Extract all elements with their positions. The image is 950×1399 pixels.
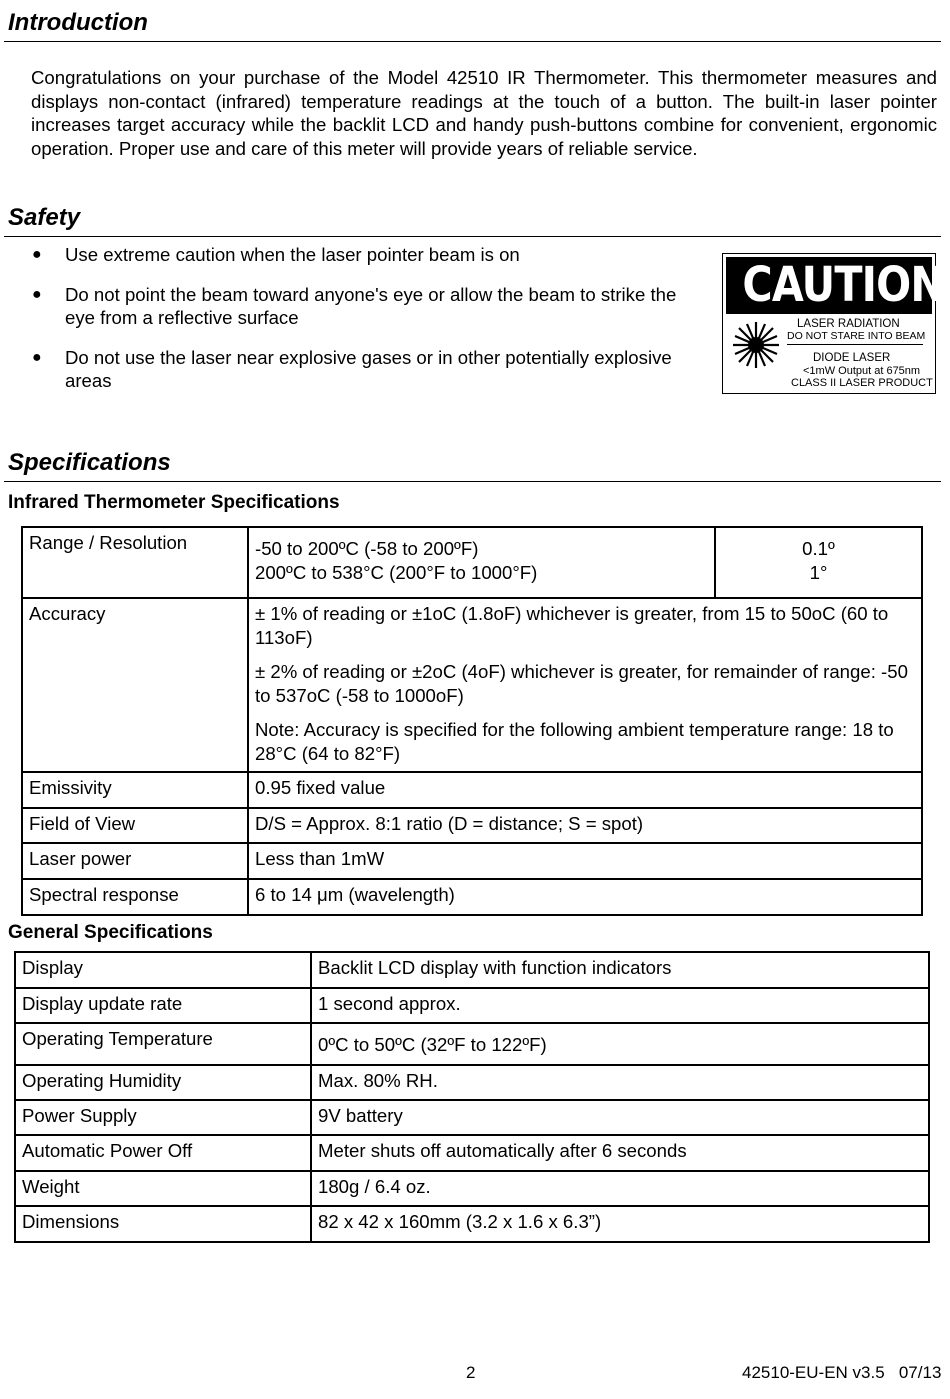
spec-value: 6 to 14 μm (wavelength) (247, 878, 923, 916)
safety-bullet (28, 346, 688, 393)
spec-value (247, 597, 923, 773)
label-line-4: <1mW Output at 675nm (803, 365, 921, 377)
spec-value: 0ºC to 50ºC (32ºF to 122ºF) (310, 1022, 930, 1066)
specifications-heading: Specifications (8, 449, 171, 476)
spec-value: 82 x 42 x 160mm (3.2 x 1.6 x 6.3”) (310, 1205, 930, 1243)
spec-label: Dimensions (14, 1205, 312, 1243)
label-line-2: DO NOT STARE INTO BEAM (787, 330, 926, 342)
resolution-value (714, 526, 923, 599)
label-line-3: DIODE LASER (813, 352, 891, 364)
spec-value (247, 526, 716, 599)
spec-value: Backlit LCD display with function indicators (310, 951, 930, 989)
resolution-line: 0.1º (802, 538, 835, 559)
bullet-icon: ● (32, 285, 42, 303)
spec-value: Less than 1mW (247, 842, 923, 880)
safety-bullet (28, 283, 688, 330)
spec-value: 1 second approx. (310, 987, 930, 1024)
infrared-specs-title: Infrared Thermometer Specifications (8, 492, 340, 513)
document-id: 42510-EU-EN v3.5 07/13 (742, 1363, 942, 1382)
spec-value: 0.95 fixed value (247, 771, 923, 809)
safety-heading: Safety (8, 204, 81, 231)
general-specs-title: General Specifications (8, 922, 213, 943)
label-divider (787, 344, 923, 345)
spec-value: Meter shuts off automatically after 6 seconds (310, 1134, 930, 1172)
spec-label: Emissivity (21, 771, 249, 809)
range-line: -50 to 200ºC (-58 to 200ºF) (255, 538, 479, 559)
spec-label: Accuracy (21, 597, 249, 773)
spec-label: Display (14, 951, 312, 989)
introduction-body: Congratulations on your purchase of the Model 42510 IR Thermometer. This thermometer measures and displays non-contact (infrared) temperature readings at the touch of a button. The built-in laser pointer increases target accuracy while the backlit LCD and handy push-buttons combine for convenient, ergonomic operation. Proper use and care of this meter will provide years of reliable service. (31, 67, 937, 159)
spec-value: 9V battery (310, 1099, 930, 1136)
specifications-rule (4, 481, 941, 482)
spec-value: Max. 80% RH. (310, 1064, 930, 1101)
range-line: 200ºC to 538°C (200°F to 1000°F) (255, 562, 538, 583)
laser-starburst-icon (731, 320, 781, 370)
accuracy-paragraph: ± 1% of reading or ±1oC (1.8oF) whichever is greater, from 15 to 50oC (60 to 113oF) (255, 603, 889, 648)
spec-label: Operating Temperature (14, 1022, 312, 1066)
spec-label: Weight (14, 1170, 312, 1207)
caution-title: CAUTION (742, 257, 945, 313)
bullet-icon: ● (32, 246, 42, 263)
spec-label: Operating Humidity (14, 1064, 312, 1101)
accuracy-paragraph: ± 2% of reading or ±2oC (4oF) whichever is greater, for remainder of range: -50 to 537oC (-58 to 1000oF) (255, 661, 908, 706)
spec-label: Range / Resolution (21, 526, 249, 599)
safety-rule (4, 236, 941, 237)
label-line-1: LASER RADIATION (797, 318, 900, 330)
spec-label: Display update rate (14, 987, 312, 1024)
page-number: 2 (466, 1363, 476, 1382)
laser-caution-label (722, 253, 945, 394)
spec-label: Laser power (21, 842, 249, 880)
introduction-rule (4, 41, 941, 42)
safety-bullet-list (28, 243, 688, 409)
spec-value: 180g / 6.4 oz. (310, 1170, 930, 1207)
safety-bullet-text: Do not point the beam toward anyone's eye or allow the beam to strike the eye from a reflective surface (65, 283, 677, 329)
caution-banner (726, 257, 945, 314)
safety-bullet (28, 243, 688, 267)
spec-label: Automatic Power Off (14, 1134, 312, 1172)
safety-bullet-text: Use extreme caution when the laser pointer beam is on (65, 244, 520, 265)
accuracy-note: Note: Accuracy is specified for the following ambient temperature range: 18 to 28°C (64 to 82°F) (255, 719, 894, 764)
spec-label: Power Supply (14, 1099, 312, 1136)
resolution-line: 1° (809, 562, 828, 583)
bullet-icon: ● (32, 348, 42, 366)
spec-label: Field of View (21, 807, 249, 844)
introduction-heading: Introduction (8, 9, 148, 36)
spec-value: D/S = Approx. 8:1 ratio (D = distance; S = spot) (247, 807, 923, 844)
safety-bullet-text: Do not use the laser near explosive gases or in other potentially explosive areas (65, 346, 672, 392)
spec-label: Spectral response (21, 878, 249, 916)
label-line-5: CLASS II LASER PRODUCT (791, 377, 933, 389)
